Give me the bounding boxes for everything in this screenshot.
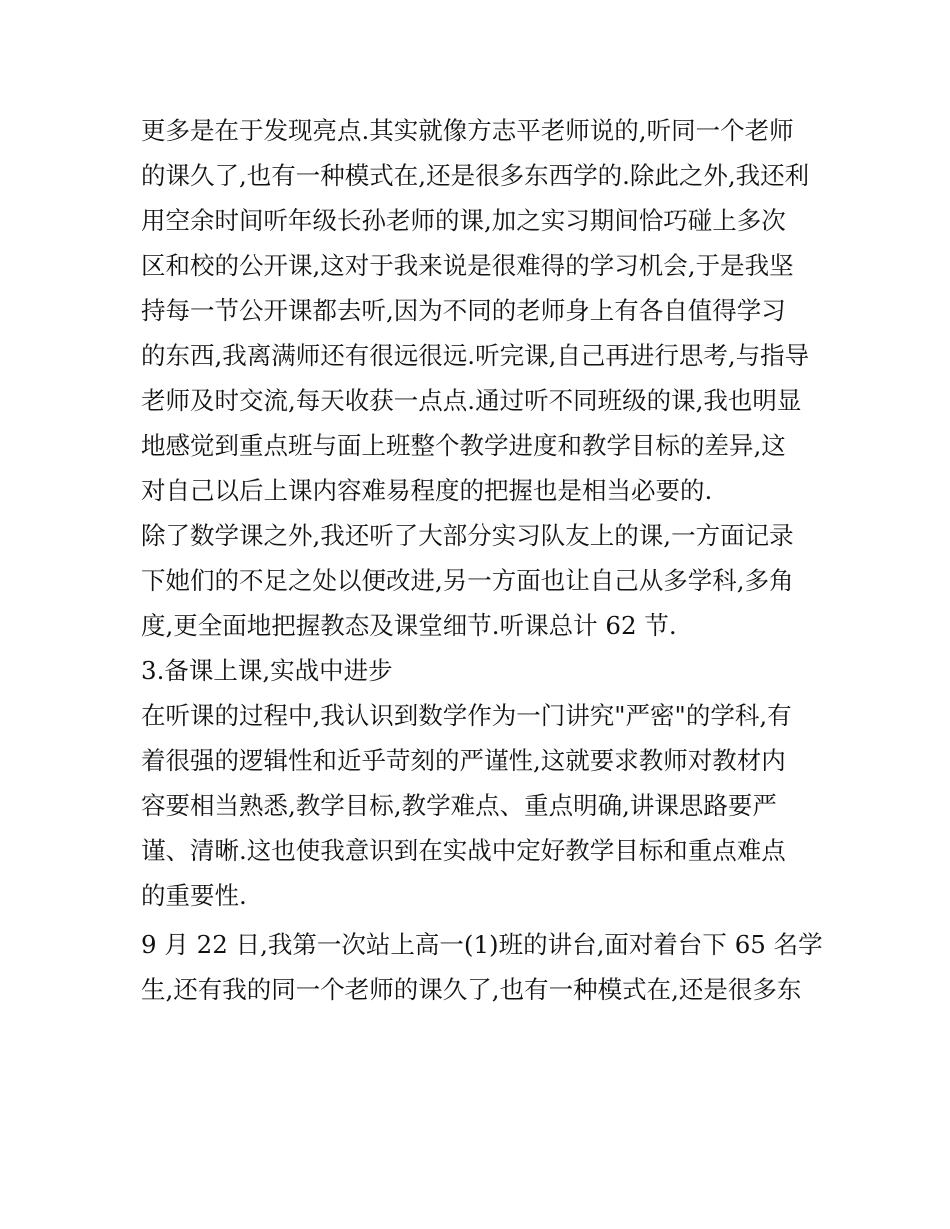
text-line: 地感觉到重点班与面上班整个教学进度和教学目标的差异,这 — [141, 431, 786, 460]
text-line: 下她们的不足之处以便改进,另一方面也让自己从多学科,多角 — [141, 566, 794, 595]
text-line: 着很强的逻辑性和近乎苛刻的严谨性,这就要求教师对教材内 — [141, 746, 786, 775]
text-line: 除了数学课之外,我还听了大部分实习队友上的课,一方面记录 — [141, 521, 794, 550]
text-line: 生,还有我的同一个老师的课久了,也有一种模式在,还是很多东 — [141, 975, 802, 1004]
section-heading: 3.备课上课,实战中进步 — [141, 656, 393, 685]
text-line: 持每一节公开课都去听,因为不同的老师身上有各自值得学习 — [141, 296, 786, 325]
text-line: 更多是在于发现亮点.其实就像方志平老师说的,听同一个老师 — [141, 116, 794, 145]
text-line: 的课久了,也有一种模式在,还是很多东西学的.除此之外,我还利 — [141, 161, 810, 190]
text-line: 谨、清晰.这也使我意识到在实战中定好教学目标和重点难点 — [141, 836, 786, 865]
text-line: 的重要性. — [141, 881, 247, 910]
text-line: 老师及时交流,每天收获一点点.通过听不同班级的课,我也明显 — [141, 386, 802, 415]
text-line: 用空余时间听年级长孙老师的课,加之实习期间恰巧碰上多次 — [141, 206, 786, 235]
text-line: 对自己以后上课内容难易程度的把握也是相当必要的. — [141, 476, 713, 505]
text-line: 的东西,我离满师还有很远很远.听完课,自己再进行思考,与指导 — [141, 341, 810, 370]
text-line: 9 月 22 日,我第一次站上高一(1)班的讲台,面对着台下 65 名学 — [141, 930, 823, 959]
text-line: 在听课的过程中,我认识到数学作为一门讲究"严密"的学科,有 — [141, 701, 792, 730]
text-line: 容要相当熟悉,教学目标,教学难点、重点明确,讲课思路要严 — [141, 791, 777, 820]
document-body — [141, 108, 821, 1012]
text-line: 区和校的公开课,这对于我来说是很难得的学习机会,于是我坚 — [141, 251, 794, 280]
text-line: 度,更全面地把握教态及课堂细节.听课总计 62 节. — [141, 611, 677, 640]
